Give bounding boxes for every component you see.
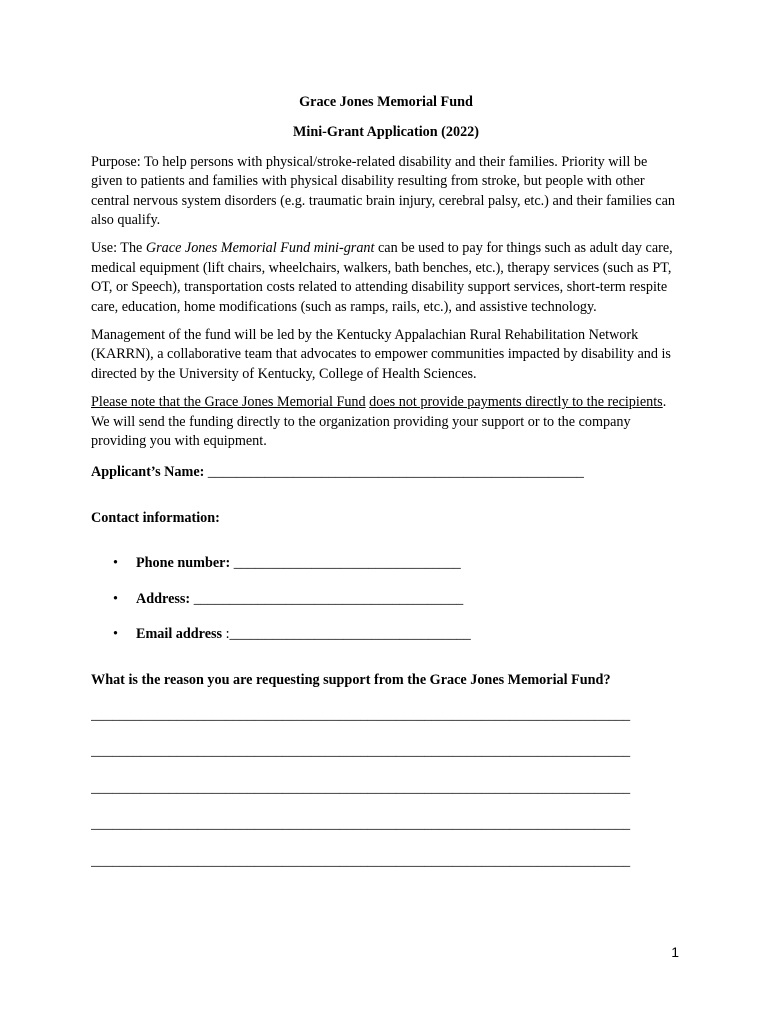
answer-line[interactable]: ____________________________________________________________________________ bbox=[91, 816, 631, 833]
use-paragraph bbox=[91, 239, 681, 317]
note-underlined-payments: does not provide payments directly to the recipients bbox=[369, 394, 663, 411]
email-address-blank[interactable]: :__________________________________ bbox=[222, 626, 471, 643]
phone-number-blank[interactable]: ________________________________ bbox=[230, 555, 461, 572]
document-subtitle: Mini-Grant Application (2022) bbox=[292, 124, 480, 141]
address-field[interactable] bbox=[91, 590, 681, 609]
purpose-paragraph: Purpose: To help persons with physical/stroke-related disability and their families. Priority will be given to patients and families with physical disability resulting from stroke, but people with other central nervous system disorders (e.g. traumatic brain injury, cerebral palsy, etc.) and their families can also qualify. bbox=[91, 153, 675, 229]
bullet-icon: • bbox=[113, 555, 118, 572]
bullet-icon: • bbox=[113, 590, 118, 607]
document-title: Grace Jones Memorial Fund bbox=[299, 94, 473, 110]
note-underlined-fund: Please note that the Grace Jones Memorial Fund bbox=[91, 394, 366, 411]
answer-line[interactable]: ____________________________________________________________________________ bbox=[91, 743, 631, 760]
note-rest: . We will send the funding directly to the organization providing your support or to the company providing you with equipment. bbox=[91, 394, 667, 450]
answer-line[interactable]: ____________________________________________________________________________ bbox=[91, 852, 631, 869]
reason-question: What is the reason you are requesting support from the Grace Jones Memorial Fund? bbox=[91, 671, 611, 688]
phone-number-label: Phone number: bbox=[136, 555, 231, 572]
answer-line[interactable]: ____________________________________________________________________________ bbox=[91, 706, 631, 723]
contact-info-list bbox=[91, 554, 681, 644]
use-prefix: Use: The bbox=[91, 240, 146, 257]
applicant-name-label: Applicant’s Name: bbox=[91, 463, 205, 480]
document-body bbox=[91, 93, 681, 888]
note-paragraph bbox=[91, 393, 681, 451]
address-blank[interactable]: ______________________________________ bbox=[190, 590, 464, 607]
applicant-name-blank[interactable]: _____________________________________________________ bbox=[204, 463, 584, 480]
use-suffix: can be used to pay for things such as adult day care, medical equipment (lift chairs, wheelchairs, walkers, bath benches, etc.), therapy services (such as PT, OT, or Speech), transportation costs related to attending disability support services, short-term respite care, education, home modifications (such as ramps, rails, etc.), and assistive technology. bbox=[91, 240, 673, 315]
phone-number-field[interactable] bbox=[91, 554, 681, 573]
page-number: 1 bbox=[671, 944, 679, 960]
reason-answer-area[interactable] bbox=[91, 706, 681, 871]
bullet-icon: • bbox=[113, 626, 118, 643]
answer-line[interactable]: ____________________________________________________________________________ bbox=[91, 779, 631, 796]
use-fund-name: Grace Jones Memorial Fund mini-grant bbox=[145, 240, 375, 257]
applicant-name-field[interactable] bbox=[91, 463, 681, 482]
address-label: Address: bbox=[136, 590, 191, 607]
management-paragraph: Management of the fund will be led by the Kentucky Appalachian Rural Rehabilitation Network (KARRN), a collaborative team that advocates to empower communities impacted by disability and is directed by the University of Kentucky, College of Health Sciences. bbox=[91, 327, 671, 382]
contact-info-heading: Contact information: bbox=[91, 509, 220, 526]
email-address-field[interactable] bbox=[91, 625, 681, 644]
email-address-label: Email address bbox=[136, 626, 223, 643]
